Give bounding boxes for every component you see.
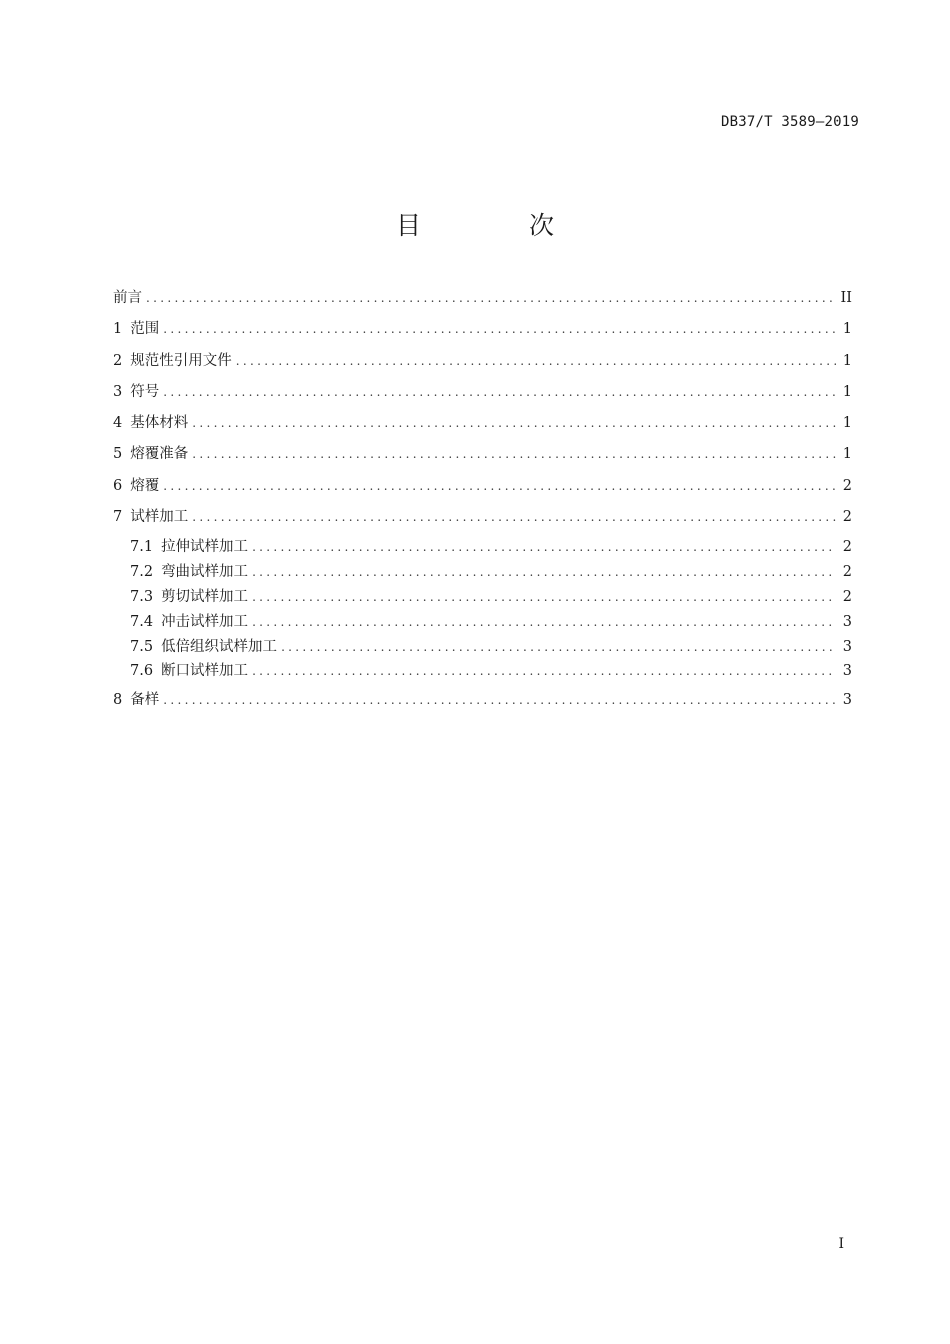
toc-entry-number: 7.5 bbox=[130, 638, 154, 655]
toc-entry-page: 2 bbox=[842, 564, 852, 581]
toc-entry-number: 7.1 bbox=[130, 539, 154, 556]
toc-entry-page: 2 bbox=[842, 539, 852, 556]
toc-entry[interactable] bbox=[113, 410, 852, 441]
dot-leader bbox=[192, 504, 836, 530]
toc-entry-page: 1 bbox=[842, 415, 852, 432]
toc-entry-number: 8 bbox=[113, 692, 123, 709]
toc-entry-label: 前言 bbox=[113, 290, 142, 306]
toc-entry-number: 6 bbox=[113, 477, 123, 494]
toc-entry-page: 3 bbox=[842, 638, 852, 655]
toc-entry-number: 5 bbox=[113, 446, 123, 463]
toc-entry-number: 7.3 bbox=[130, 588, 154, 605]
toc-entry[interactable] bbox=[113, 585, 852, 610]
toc-entry-number: 2 bbox=[113, 352, 123, 369]
toc-entry[interactable] bbox=[113, 316, 852, 347]
toc-entry-label: 范围 bbox=[130, 321, 160, 338]
toc-entry-label: 规范性引用文件 bbox=[130, 352, 232, 369]
toc-entry-page: 1 bbox=[842, 321, 852, 338]
toc-entry-page: 2 bbox=[842, 509, 852, 526]
toc-entry-number: 1 bbox=[113, 321, 123, 338]
toc-entry[interactable] bbox=[113, 560, 852, 585]
toc-entry-label: 低倍组织试样加工 bbox=[161, 638, 278, 655]
toc-entry-number: 7.4 bbox=[130, 613, 154, 630]
toc-entry-number: 7.2 bbox=[130, 564, 154, 581]
dot-leader bbox=[252, 585, 836, 609]
toc-entry-label: 弯曲试样加工 bbox=[161, 564, 249, 581]
toc-entry-label: 剪切试样加工 bbox=[161, 588, 249, 605]
dot-leader bbox=[252, 560, 836, 584]
toc-entry-page: 1 bbox=[842, 352, 852, 369]
toc-entry-label: 熔覆准备 bbox=[130, 446, 189, 463]
dot-leader bbox=[163, 687, 836, 713]
dot-leader bbox=[192, 410, 836, 436]
toc-entry-page: 3 bbox=[842, 692, 852, 709]
toc-entry-label: 符号 bbox=[130, 383, 160, 400]
table-of-contents bbox=[113, 285, 852, 718]
toc-entry-label: 断口试样加工 bbox=[161, 663, 249, 680]
toc-entry-label: 拉伸试样加工 bbox=[161, 539, 249, 556]
toc-title: 目 次 bbox=[396, 211, 604, 240]
dot-leader bbox=[163, 473, 836, 499]
document-code: DB37/T 3589—2019 bbox=[720, 114, 859, 130]
toc-entry[interactable] bbox=[113, 348, 852, 379]
dot-leader bbox=[281, 635, 836, 659]
toc-entry-number: 7.6 bbox=[130, 663, 154, 680]
toc-entry[interactable] bbox=[113, 379, 852, 410]
dot-leader bbox=[192, 441, 836, 467]
toc-entry-page: 2 bbox=[842, 477, 852, 494]
dot-leader bbox=[252, 610, 836, 634]
toc-entry-label: 基体材料 bbox=[130, 415, 189, 432]
dot-leader bbox=[252, 659, 836, 683]
dot-leader bbox=[163, 379, 836, 405]
toc-entry[interactable] bbox=[113, 687, 852, 718]
dot-leader bbox=[146, 285, 835, 311]
toc-entry-page: 1 bbox=[842, 383, 852, 400]
toc-entry[interactable] bbox=[113, 504, 852, 535]
toc-entry[interactable] bbox=[113, 610, 852, 635]
toc-entry[interactable] bbox=[113, 635, 852, 660]
toc-entry-page: 1 bbox=[842, 446, 852, 463]
toc-entry-page: 3 bbox=[842, 613, 852, 630]
toc-entry[interactable] bbox=[113, 659, 852, 684]
dot-leader bbox=[252, 535, 836, 559]
dot-leader bbox=[163, 316, 836, 342]
toc-entry[interactable] bbox=[113, 535, 852, 560]
toc-entry-label: 试样加工 bbox=[130, 509, 189, 526]
toc-entry-number: 4 bbox=[113, 415, 123, 432]
toc-entry-label: 冲击试样加工 bbox=[161, 613, 249, 630]
toc-entry-page: 3 bbox=[842, 663, 852, 680]
toc-entry[interactable] bbox=[113, 441, 852, 472]
dot-leader bbox=[236, 348, 836, 374]
toc-entry-number: 3 bbox=[113, 383, 123, 400]
toc-entry-page: 2 bbox=[842, 588, 852, 605]
toc-entry-page: II bbox=[840, 290, 852, 306]
page-number: I bbox=[838, 1236, 844, 1252]
toc-entry[interactable] bbox=[113, 285, 852, 316]
toc-entry-label: 备样 bbox=[130, 692, 160, 709]
toc-entry-label: 熔覆 bbox=[130, 477, 160, 494]
toc-entry-number: 7 bbox=[113, 509, 123, 526]
toc-entry[interactable] bbox=[113, 473, 852, 504]
